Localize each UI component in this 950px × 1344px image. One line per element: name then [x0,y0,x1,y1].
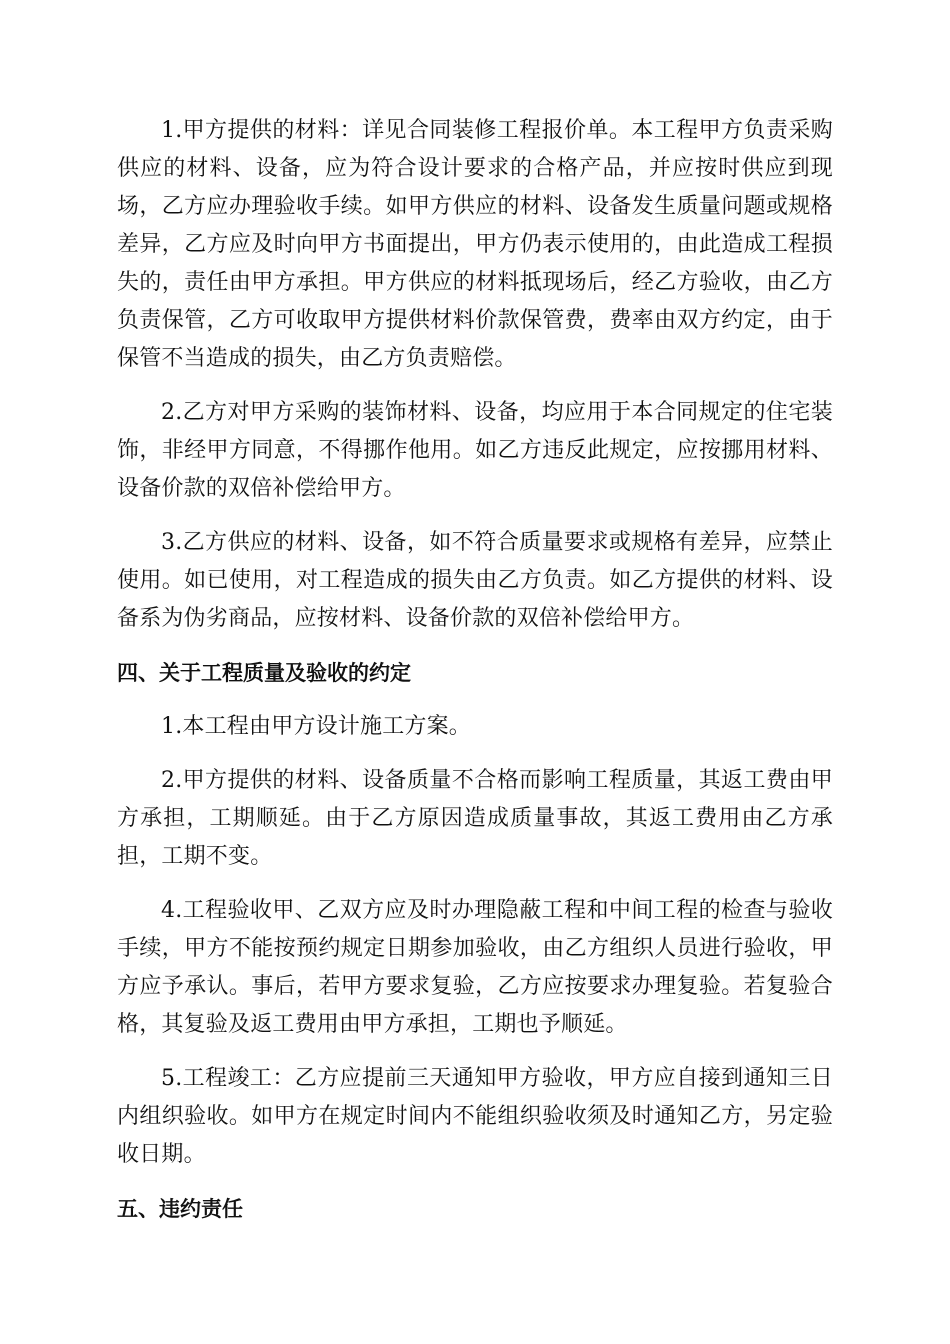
section-5-heading: 五、违约责任 [117,1197,243,1221]
section-4-heading: 四、关于工程质量及验收的约定 [117,661,411,685]
document-page [117,112,833,1244]
clause-3-2-paragraph: 2.乙方对甲方采购的装饰材料、设备，均应用于本合同规定的住宅装饰，非经甲方同意，不得挪作他用。如乙方违反此规定，应按挪用材料、设备价款的双倍补偿给甲方。 [117,400,833,501]
clause-4-1-paragraph: 1.本工程由甲方设计施工方案。 [161,714,471,739]
clause-4-2-paragraph: 2.甲方提供的材料、设备质量不合格而影响工程质量，其返工费由甲方承担，工期顺延。由于乙方原因造成质量事故，其返工费用由乙方承担，工期不变。 [117,768,833,869]
clause-4-4-paragraph: 4.工程验收甲、乙双方应及时办理隐蔽工程和中间工程的检查与验收手续，甲方不能按预约规定日期参加验收，由乙方组织人员进行验收，甲方应予承认。事后，若甲方要求复验，乙方应按要求办理复验。若复验合格，其复验及返工费用由甲方承担，工期也予顺延。 [117,898,833,1037]
clause-4-5-paragraph: 5.工程竣工：乙方应提前三天通知甲方验收，甲方应自接到通知三日内组织验收。如甲方在规定时间内不能组织验收须及时通知乙方，另定验收日期。 [117,1066,833,1167]
clause-3-3-paragraph: 3.乙方供应的材料、设备，如不符合质量要求或规格有差异，应禁止使用。如已使用，对工程造成的损失由乙方负责。如乙方提供的材料、设备系为伪劣商品，应按材料、设备价款的双倍补偿给甲方。 [117,530,833,631]
clause-3-1-paragraph: 1.甲方提供的材料：详见合同装修工程报价单。本工程甲方负责采购供应的材料、设备，应为符合设计要求的合格产品，并应按时供应到现场，乙方应办理验收手续。如甲方供应的材料、设备发生质量问题或规格差异，乙方应及时向甲方书面提出，甲方仍表示使用的，由此造成工程损失的，责任由甲方承担。甲方供应的材料抵现场后，经乙方验收，由乙方负责保管，乙方可收取甲方提供材料价款保管费，费率由双方约定，由于保管不当造成的损失，由乙方负责赔偿。 [117,118,833,371]
